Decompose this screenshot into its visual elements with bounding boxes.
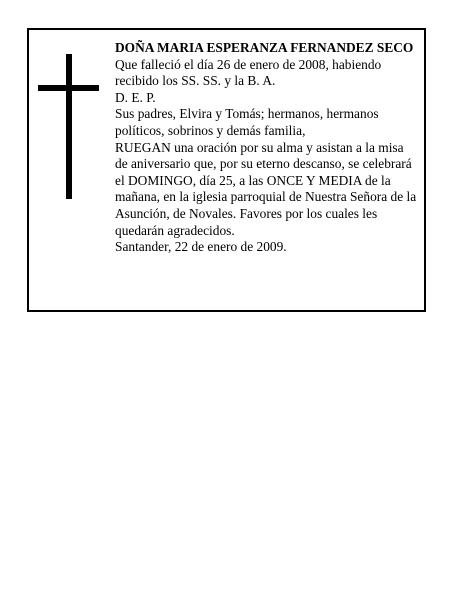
cross-vertical-bar [66,54,72,199]
cross-horizontal-bar [38,85,99,91]
latin-cross-icon [38,54,99,199]
rip-line: D. E. P. [115,89,156,105]
request-line-4: mañana, en la iglesia parroquial de Nuestra Señora de la [115,189,417,205]
obituary-notice [27,28,426,312]
notice-text [115,40,425,256]
request-line-5: Asunción, de Novales. Favores por los cuales les [115,205,378,221]
deceased-name: DOÑA MARIA ESPERANZA FERNANDEZ SECO [115,40,414,55]
request-line-6: quedarán agradecidos. [115,222,235,238]
place-date-line: Santander, 22 de enero de 2009. [115,239,287,255]
family-line-2: políticos, sobrinos y demás familia, [115,122,306,138]
request-line-2: de aniversario que, por su eterno descanso, se celebrará [115,156,412,172]
family-line-1: Sus padres, Elvira y Tomás; hermanos, hermanos [115,106,379,122]
request-line-3: el DOMINGO, día 25, a las ONCE Y MEDIA de la [115,172,391,188]
death-date-line-2: recibido los SS. SS. y la B. A. [115,73,276,89]
death-date-line-1: Que falleció el día 26 de enero de 2008, habiendo [115,56,382,72]
request-line-1: RUEGAN una oración por su alma y asistan a la misa [115,139,404,155]
